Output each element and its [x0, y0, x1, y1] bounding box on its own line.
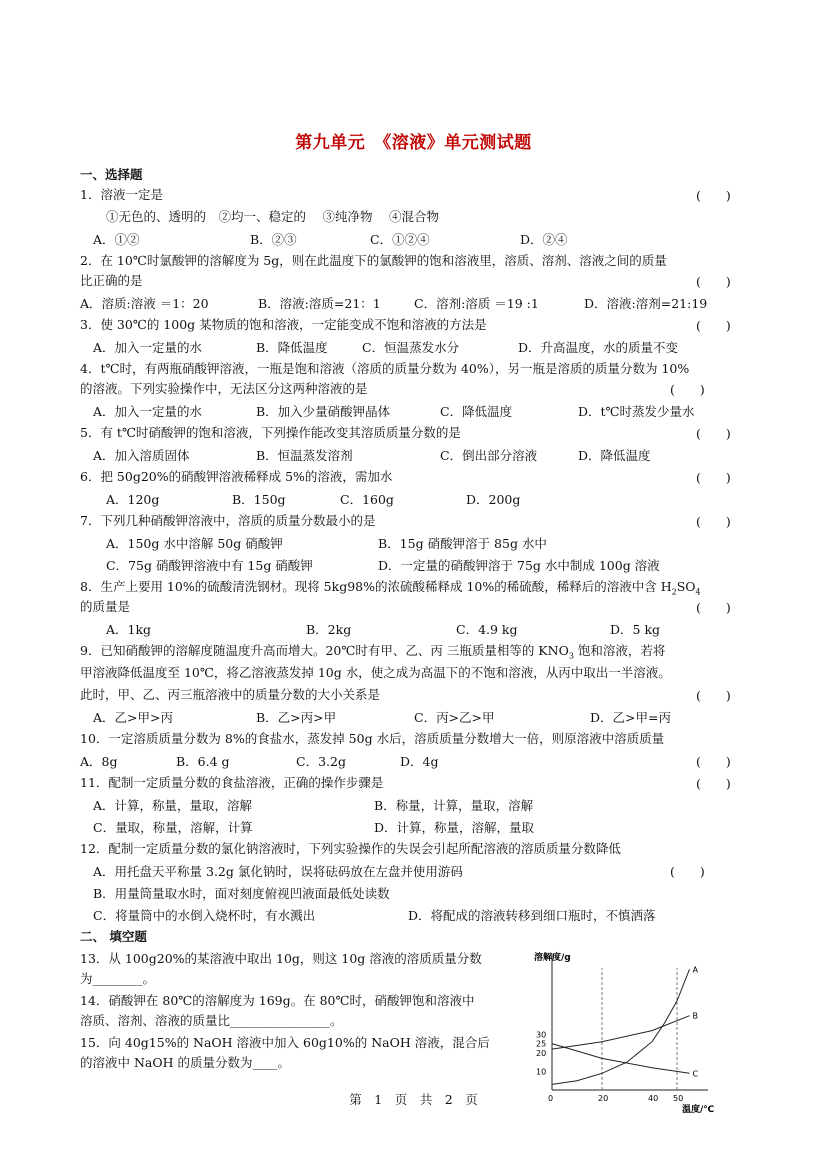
y-axis-label: 溶解度/g: [534, 953, 571, 963]
y-tick-label: 20: [536, 1048, 547, 1058]
q6-option-b: B．150g: [232, 492, 286, 507]
q9-option-d: D．乙>甲=丙: [590, 710, 671, 725]
q6-option-a: A．120g: [106, 492, 160, 507]
question-13-line1: 13．从 100g20%的某溶液中取出 10g，则这 10g 溶液的溶质质量分数: [80, 951, 482, 966]
answer-paren-8: ( ): [696, 600, 731, 615]
question-2-stem-line1: 2．在 10℃时氯酸钾的溶解度为 5g，则在此温度下的氯酸钾的饱和溶液里，溶质、溶剂、溶液之间的质量: [80, 253, 667, 268]
x-tick-label: 40: [648, 1094, 659, 1103]
series-curve-B: [552, 1016, 690, 1049]
q8-option-b: B．2kg: [306, 622, 352, 637]
question-9-stem-line2: 甲溶液降低温度至 10℃，将乙溶液蒸发掉 10g 水，使之成为高温下的不饱和溶液，从丙中取出一半溶液。: [80, 665, 671, 680]
q5-option-d: D．降低温度: [578, 448, 651, 463]
q8-so: SO: [676, 579, 696, 594]
q1-option-a: A．①②: [93, 232, 140, 247]
series-curve-C: [552, 1044, 690, 1074]
question-4-stem-line2: 的溶液。下列实验操作中，无法区分这两种溶液的是: [80, 381, 368, 396]
question-4-stem-line1: 4．t℃时，有两瓶硝酸钾溶液，一瓶是饱和溶液（溶质的质量分数为 40%），另一瓶是溶质的质量分数为 10%: [80, 361, 690, 376]
q8-sub-2: 2: [671, 587, 677, 597]
q8-option-c: C．4.9 kg: [456, 622, 518, 637]
answer-paren-5: ( ): [696, 426, 731, 441]
x-tick-label: 20: [598, 1094, 609, 1103]
question-15-line2: 的溶液中 NaOH 的质量分数为____。: [80, 1055, 290, 1070]
x-tick-label: 50: [673, 1094, 684, 1103]
y-tick-label: 10: [536, 1067, 547, 1077]
q10-option-a: A．8g: [80, 754, 118, 769]
question-9-stem-line3: 此时，甲、乙、丙三瓶溶液中的质量分数的大小关系是: [80, 687, 381, 702]
q9-stem-text-a: 9．已知硝酸钾的溶解度随温度升高而增大。20℃时有甲、乙、丙 三瓶质量相等的 KNO: [80, 643, 569, 658]
answer-paren-11: ( ): [696, 776, 731, 791]
q5-option-c: C．倒出部分溶液: [440, 448, 538, 463]
q4-option-c: C．降低温度: [440, 404, 513, 419]
question-12-stem: 12．配制一定质量分数的氯化钠溶液时，下列实验操作的失误会引起所配溶液的溶质质量分数降低: [80, 841, 621, 856]
page-footer: 第 1 页 共 2 页: [349, 1092, 478, 1107]
question-3-stem: 3．使 30℃的 100g 某物质的饱和溶液，一定能变成不饱和溶液的方法是: [80, 317, 487, 332]
q7-option-d: D．一定量的硝酸钾溶于 75g 水中制成 100g 溶液: [378, 558, 660, 573]
question-10-stem: 10．一定溶质质量分数为 8%的食盐水，蒸发掉 50g 水后，溶质质量分数增大一倍，则原溶液中溶质质量: [80, 731, 665, 746]
q1-option-d: D．②④: [520, 232, 568, 247]
q9-sub-3: 3: [568, 651, 574, 661]
question-15-line1: 15．向 40g15%的 NaOH 溶液中加入 60g10%的 NaOH 溶液，混合后: [80, 1035, 490, 1050]
q4-option-b: B．加入少量硝酸钾晶体: [256, 404, 391, 419]
answer-paren-2: ( ): [696, 274, 731, 289]
q3-option-c: C．恒温蒸发水分: [362, 340, 460, 355]
answer-paren-9: ( ): [696, 688, 731, 703]
q3-option-a: A．加入一定量的水: [93, 340, 203, 355]
q11-option-b: B．称量，计算，量取，溶解: [374, 798, 534, 813]
question-14-line2: 溶质、溶剂、溶液的质量比________________。: [80, 1013, 343, 1028]
q5-option-a: A．加入溶质固体: [93, 448, 190, 463]
q9-option-b: B．乙>丙>甲: [256, 710, 337, 725]
q9-option-a: A．乙>甲>丙: [93, 710, 173, 725]
series-label-C: C: [692, 1069, 699, 1079]
q7-option-b: B．15g 硝酸钾溶于 85g 水中: [378, 536, 547, 551]
q7-option-c: C．75g 硝酸钾溶液中有 15g 硝酸钾: [106, 558, 313, 573]
y-tick-label: 25: [536, 1039, 547, 1049]
q3-option-d: D．升高温度，水的质量不变: [518, 340, 679, 355]
q8-option-a: A．1kg: [106, 622, 152, 637]
q10-option-d: D．4g: [400, 754, 439, 769]
q8-sub-4: 4: [695, 587, 701, 597]
q4-option-d: D．t℃时蒸发少量水: [578, 404, 695, 419]
q6-option-c: C．160g: [340, 492, 394, 507]
answer-paren-1: ( ): [696, 188, 731, 203]
x-tick-label: 0: [548, 1094, 554, 1103]
q2-option-d: D．溶液:溶剂=21:19: [584, 296, 708, 311]
question-8-stem-line1: [80, 578, 701, 601]
answer-paren-4: ( ): [670, 382, 705, 397]
q5-option-b: B．恒温蒸发溶剂: [256, 448, 353, 463]
q1-option-c: C．①②④: [370, 232, 430, 247]
q12-option-b: B．用量筒量取水时，面对刻度俯视凹液面最低处读数: [93, 886, 390, 901]
q11-option-d: D．计算，称量，溶解，量取: [374, 820, 535, 835]
question-5-stem: 5．有 t℃时硝酸钾的饱和溶液，下列操作能改变其溶质质量分数的是: [80, 425, 461, 440]
q7-option-a: A．150g 水中溶解 50g 硝酸钾: [106, 536, 283, 551]
page-title: 第九单元 《溶液》单元测试题: [295, 133, 532, 153]
answer-paren-10: ( ): [696, 754, 731, 769]
q8-option-d: D．5 kg: [610, 622, 661, 637]
q12-option-c: C．将量筒中的水倒入烧杯时，有水溅出: [93, 908, 316, 923]
question-9-stem-line1: [80, 642, 665, 665]
q11-option-c: C．量取，称量，溶解，计算: [93, 820, 253, 835]
answer-paren-7: ( ): [696, 514, 731, 529]
q4-option-a: A．加入一定量的水: [93, 404, 203, 419]
question-7-stem: 7．下列几种硝酸钾溶液中，溶质的质量分数最小的是: [80, 513, 376, 528]
section-heading-choice: 一、选择题: [80, 167, 143, 182]
q1-option-b: B．②③: [250, 232, 297, 247]
series-label-A: A: [692, 965, 698, 975]
section-heading-fill: 二、 填空题: [80, 929, 147, 944]
q10-option-b: B．6.4 g: [176, 754, 230, 769]
q2-option-c: C．溶剂:溶质 ＝19 :1: [414, 296, 539, 311]
q6-option-d: D．200g: [466, 492, 521, 507]
q9-option-c: C．丙>乙>甲: [414, 710, 495, 725]
q2-option-a: A．溶质:溶液 ＝1：20: [80, 296, 209, 311]
q9-stem-text-b: 饱和溶液，若将: [573, 643, 666, 658]
answer-paren-6: ( ): [696, 470, 731, 485]
q10-option-c: C．3.2g: [296, 754, 346, 769]
question-11-stem: 11．配制一定质量分数的食盐溶液，正确的操作步骤是: [80, 775, 384, 790]
q2-option-b: B．溶液:溶质=21：1: [258, 296, 381, 311]
x-axis-label: 温度/℃: [682, 1105, 715, 1115]
question-1-items: ①无色的、透明的 ②均一、稳定的 ③纯净物 ④混合物: [106, 209, 439, 224]
question-13-line2: 为________。: [80, 971, 156, 986]
question-8-stem-line2: 的质量是: [80, 599, 131, 614]
q12-option-a: A．用托盘天平称量 3.2g 氯化钠时，误将砝码放在左盘并使用游码: [93, 864, 463, 879]
answer-paren-3: ( ): [696, 318, 731, 333]
question-14-line1: 14．硝酸钾在 80℃的溶解度为 169g。在 80℃时，硝酸钾饱和溶液中: [80, 993, 475, 1008]
q8-stem-text: 8．生产上要用 10%的硫酸清洗钢材。现将 5kg98%的浓硫酸稀释成 10%的稀硫酸，稀释后的溶液中含 H: [80, 579, 672, 594]
y-tick-label: 30: [536, 1030, 547, 1040]
question-2-stem-line2: 比正确的是: [80, 273, 143, 288]
q3-option-b: B．降低温度: [256, 340, 328, 355]
series-curve-A: [552, 969, 690, 1084]
question-1-stem: 1．溶液一定是: [80, 187, 163, 202]
answer-paren-12: ( ): [670, 864, 705, 879]
series-label-B: B: [692, 1011, 698, 1021]
question-6-stem: 6．把 50g20%的硝酸钾溶液稀释成 5%的溶液，需加水: [80, 469, 393, 484]
q12-option-d: D．将配成的溶液转移到细口瓶时，不慎洒落: [408, 908, 656, 923]
q11-option-a: A．计算，称量，量取，溶解: [93, 798, 253, 813]
